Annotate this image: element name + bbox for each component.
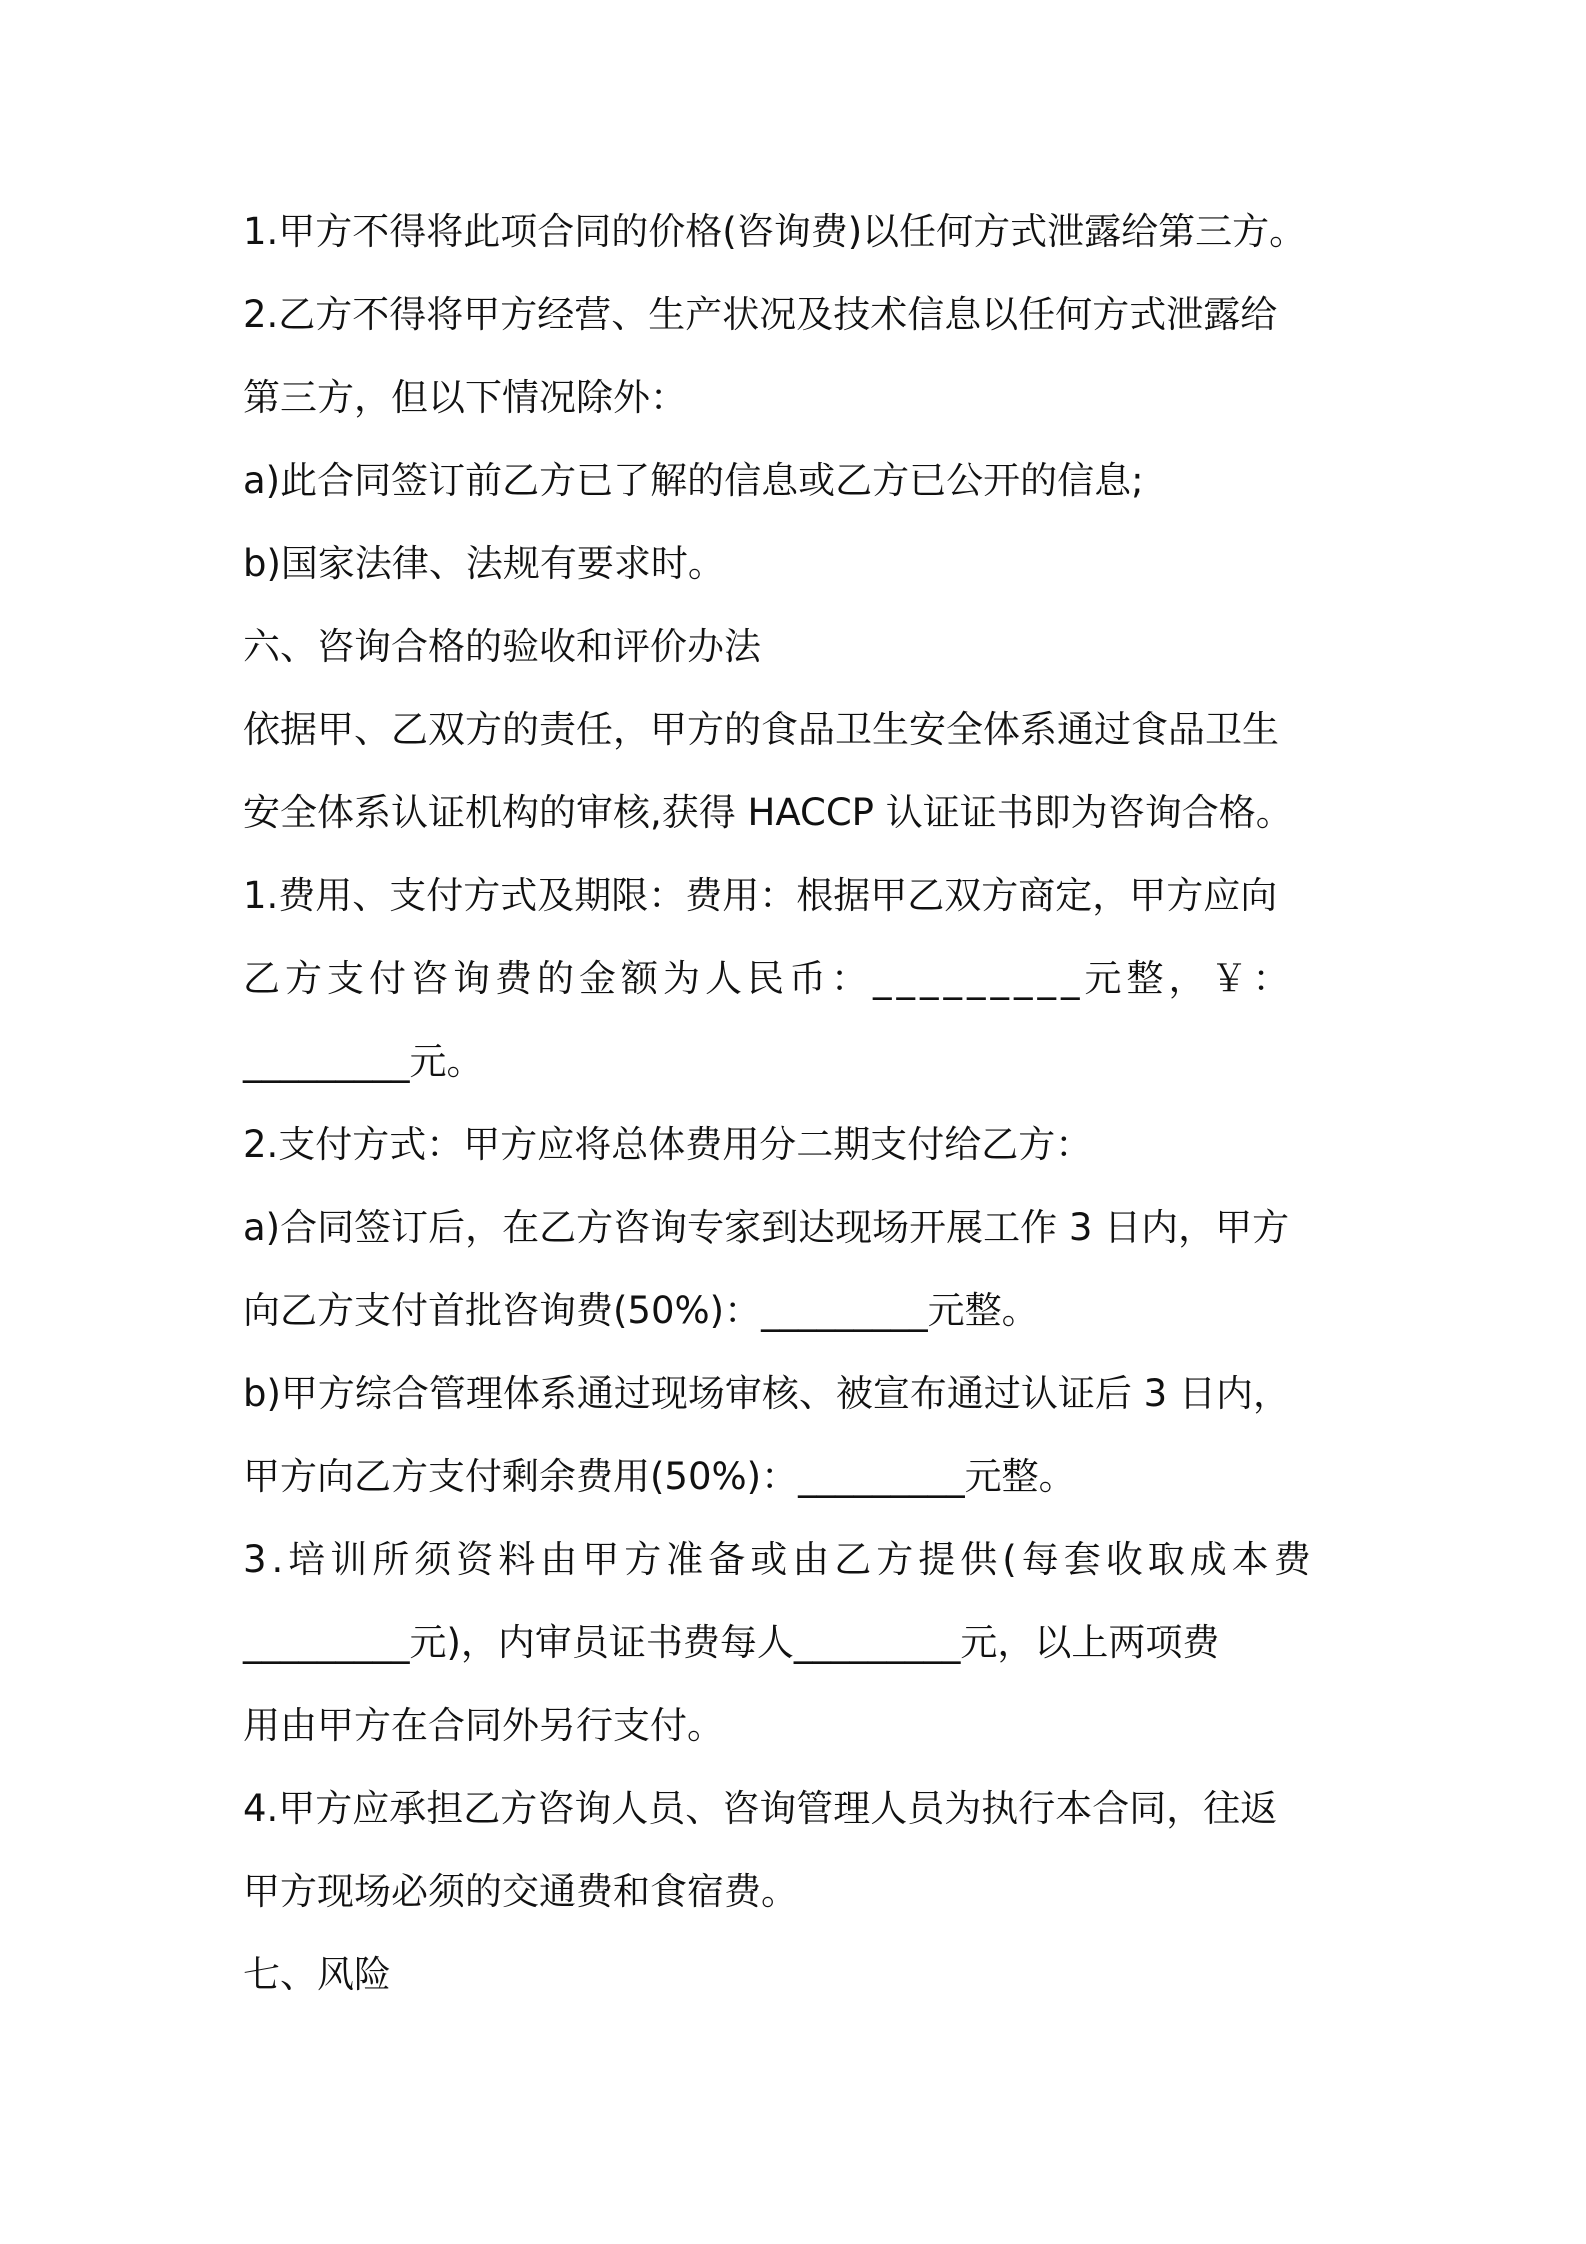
contract-text <box>243 190 1373 2016</box>
payment-a-cont: 向乙方支付首批咨询费(50%)：_________元整。 <box>243 1289 1039 1332</box>
clause-fees: 1.费用、支付方式及期限：费用：根据甲乙双方商定，甲方应向 <box>243 874 1278 917</box>
section-heading-acceptance: 六、咨询合格的验收和评价办法 <box>243 625 761 668</box>
clause-travel-costs-cont: 甲方现场必须的交通费和食宿费。 <box>243 1870 798 1913</box>
acceptance-paragraph-cont: 安全体系认证机构的审核,获得 HACCP 认证证书即为咨询合格。 <box>243 791 1293 834</box>
clause-confidential-price: 1.甲方不得将此项合同的价格(咨询费)以任何方式泄露给第三方。 <box>243 210 1307 253</box>
clause-confidential-info: 2.乙方不得将甲方经营、生产状况及技术信息以任何方式泄露给 <box>243 293 1278 336</box>
clause-training-materials-end: 用由甲方在合同外另行支付。 <box>243 1704 724 1747</box>
clause-payment-method: 2.支付方式：甲方应将总体费用分二期支付给乙方： <box>243 1123 1093 1166</box>
payment-b: b)甲方综合管理体系通过现场审核、被宣布通过认证后 3 日内， <box>243 1372 1290 1415</box>
clause-fees-amount: 乙方支付咨询费的金额为人民币：_________元整，￥： <box>243 957 1295 1000</box>
clause-training-materials: 3.培训所须资料由甲方准备或由乙方提供(每套收取成本费 <box>243 1538 1316 1581</box>
payment-a: a)合同签订后，在乙方咨询专家到达现场开展工作 3 日内，甲方 <box>243 1206 1290 1249</box>
clause-travel-costs: 4.甲方应承担乙方咨询人员、咨询管理人员为执行本合同，往返 <box>243 1787 1278 1830</box>
clause-training-materials-cont: _________元)，内审员证书费每人_________元，以上两项费 <box>243 1621 1220 1664</box>
section-heading-risk: 七、风险 <box>243 1953 391 1996</box>
exception-a: a)此合同签订前乙方已了解的信息或乙方已公开的信息; <box>243 459 1144 502</box>
exception-b: b)国家法律、法规有要求时。 <box>243 542 725 585</box>
payment-b-cont: 甲方向乙方支付剩余费用(50%)：_________元整。 <box>243 1455 1076 1498</box>
acceptance-paragraph: 依据甲、乙双方的责任，甲方的食品卫生安全体系通过食品卫生 <box>243 708 1279 751</box>
clause-confidential-info-cont: 第三方，但以下情况除外： <box>243 376 687 419</box>
clause-fees-amount-cont: _________元。 <box>243 1040 484 1083</box>
